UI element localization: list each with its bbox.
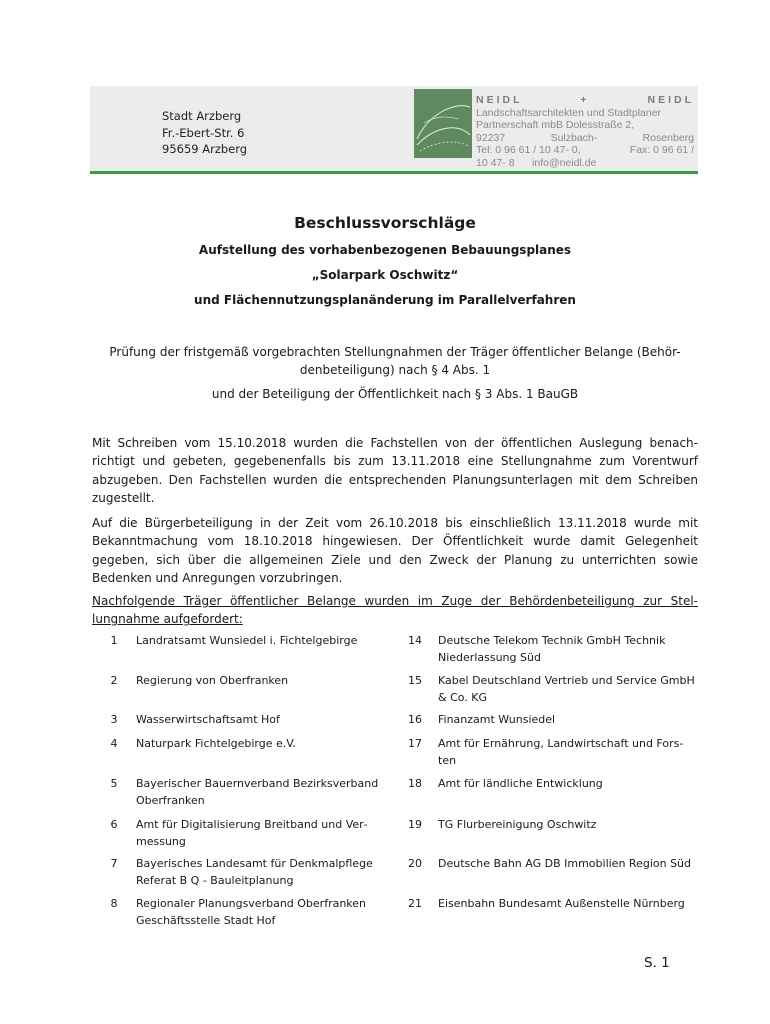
agency-number: 3 [110,713,118,726]
agency-name: Eisenbahn Bundesamt Außenstelle Nürnberg [438,897,685,910]
firm-zip: 92237 [476,131,506,144]
agency-row [92,896,698,936]
agency-row [92,856,698,896]
recipient-zip-city: 95659 Arzberg [162,142,248,156]
agency-number: 21 [408,897,422,910]
agency-name: Deutsche Telekom Technik GmbH Technik Niederlassung Süd [438,634,666,664]
agency-number: 1 [110,634,118,647]
agency-number: 17 [408,737,422,750]
agency-number: 4 [110,737,118,750]
firm-name-right: NEIDL [647,94,694,106]
letterhead [90,86,698,174]
agency-name: Regionaler Planungsverband Oberfranken Geschäftsstelle Stadt Hof [136,897,367,927]
subtitle-3: und Flächennutzungsplanänderung im Parallelverfahren [194,293,576,307]
agency-name: Landratsamt Wunsiedel i. Fichtelgebirge [136,634,358,647]
recipient-street: Fr.-Ebert-Str. 6 [162,125,245,140]
document-title: Beschlussvorschläge [294,214,476,232]
agency-name: Wasserwirtschaftsamt Hof [136,713,280,726]
agency-row [92,712,698,736]
paragraph-public-participation: Auf die Bürgerbeteiligung in der Zeit vom 26.10.2018 bis einschließlich 13.11.2018 wurde mit Bekanntmachung vom 18.10.2018 hingewiesen. Der Öffentlichkeit wurde damit Gelegenheit gegeben, sich über die allgemeinen Ziele und den Zweck der Planung zu unterrichten sowie Bedenken und Anregungen vorzubringen. [92,516,698,585]
agency-name: Finanzamt Wunsiedel [438,713,556,726]
subtitle-1: Aufstellung des vorhabenbezogenen Bebauungsplanes [198,243,572,257]
firm-logo [414,89,472,158]
firm-line-5: 10 47- 8 info@neidl.de [476,156,597,169]
page-number: S. 1 [644,955,670,971]
agency-row [92,673,698,712]
recipient-address [162,108,247,158]
paragraph-notification: Mit Schreiben vom 15.10.2018 wurden die Fachstellen von der öffentlichen Auslegung benachrichtigt und gebeten, gegebenenfalls bis zum 13.11.2018 eine Stellungnahme zum Vorentwurf abzugeben. Den Fachstellen wurden die entsprechenden Planungsunterlagen mit dem Schreiben zugestellt. [92,436,698,505]
firm-line-3 [476,132,694,145]
agency-number: 14 [408,634,422,647]
agency-number: 16 [408,713,422,726]
agency-number: 5 [110,777,118,790]
agency-number: 2 [110,674,118,687]
firm-town-b: Rosenberg [642,131,694,144]
agency-name: Deutsche Bahn AG DB Immobilien Region Süd [438,857,692,870]
firm-name-plus: + [580,94,590,106]
agency-number: 20 [408,857,422,870]
agency-number: 8 [110,897,118,910]
agency-table [92,633,698,936]
agency-row [92,776,698,817]
firm-name-left: NEIDL [476,94,523,106]
firm-details [476,94,694,170]
agency-name: TG Flurbereinigung Oschwitz [438,818,597,831]
review-line-2: denbeteiligung) nach § 4 Abs. 1 [299,363,491,377]
agency-list-heading: Nachfolgende Träger öffentlicher Belange wurden im Zuge der Behördenbeteiligung zur Stellungnahme aufgefordert: [92,594,698,627]
firm-line-2: Partnerschaft mbB Dolesstraße 2, [476,119,635,132]
firm-fax: Fax: 0 96 61 / [629,144,694,157]
agency-number: 7 [110,857,118,870]
review-line-1: Prüfung der fristgemäß vorgebrachten Stellungnahmen der Träger öffentlicher Belange (Behör- [109,345,681,359]
agency-name: Naturpark Fichtelgebirge e.V. [136,737,296,750]
agency-number: 15 [408,674,422,687]
agency-name: Amt für Digitalisierung Breitband und Vermessung [136,818,368,848]
agency-number: 18 [408,777,422,790]
agency-number: 6 [110,818,118,831]
agency-row [92,817,698,856]
firm-name [476,94,694,107]
agency-name: Regierung von Oberfranken [136,674,289,687]
recipient-city: Stadt Arzberg [162,109,242,123]
firm-tel: Tel: 0 96 61 / 10 47- 0, [476,144,581,157]
agency-number: 19 [408,818,422,831]
firm-town-a: Sulzbach- [550,131,598,144]
agency-name: Bayerischer Bauernverband Bezirksverband Oberfranken [136,777,379,807]
agency-name: Kabel Deutschland Vertrieb und Service GmbH & Co. KG [438,674,695,704]
agency-name: Amt für ländliche Entwicklung [438,777,603,790]
agency-name: Bayerisches Landesamt für Denkmalpflege Referat B Q - Bauleitplanung [136,857,373,887]
firm-line-4 [476,144,694,157]
review-line-3: und der Beteiligung der Öffentlichkeit nach § 3 Abs. 1 BauGB [211,387,579,401]
agency-row [92,736,698,776]
agency-row [92,633,698,673]
agency-name: Amt für Ernährung, Landwirtschaft und Forsten [438,737,684,767]
subtitle-2: „Solarpark Oschwitz“ [311,268,459,282]
firm-line-1: Landschaftsarchitekten und Stadtplaner [476,106,662,119]
